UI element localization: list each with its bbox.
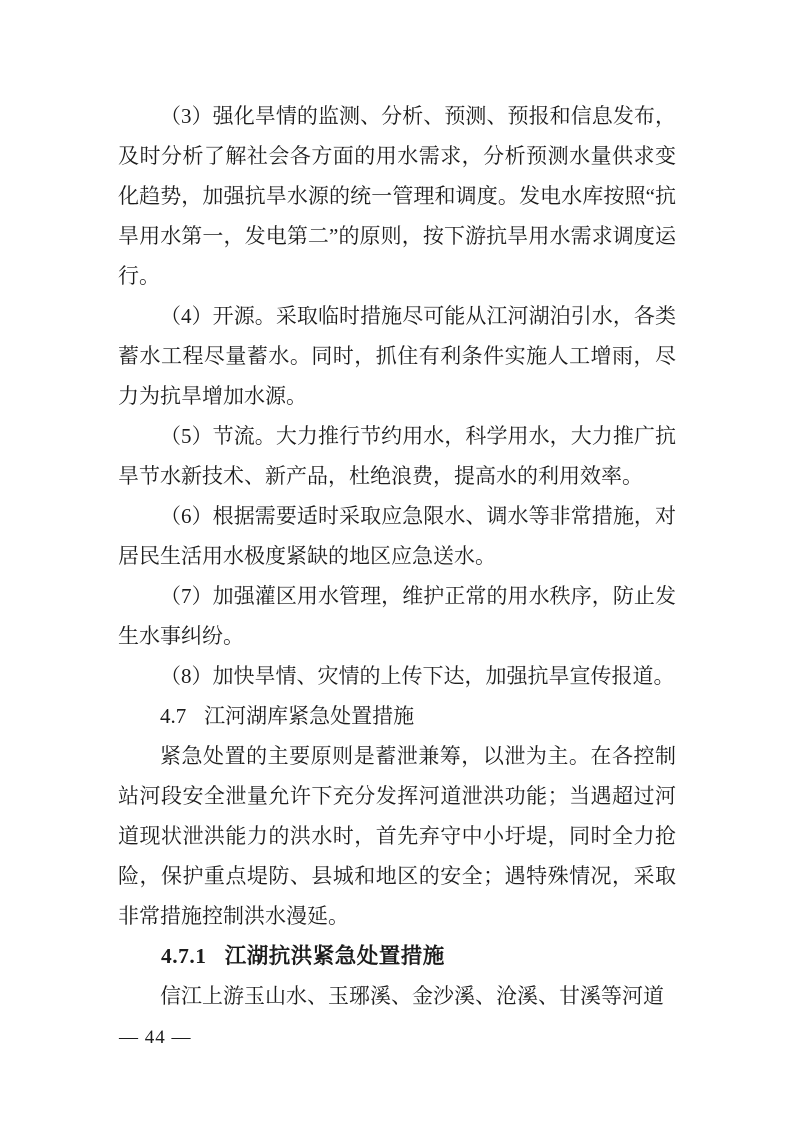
page-content [118,96,676,1016]
section-heading-4-7-title: 江河湖库紧急处置措施 [204,704,415,728]
section-heading-4-7-number: 4.7 [160,704,187,728]
section-heading-4-7-1-number: 4.7.1 [161,944,207,968]
paragraph-item-5: （5）节流。大力推行节约用水，科学用水，大力推广抗旱节水新技术、新产品，杜绝浪费，提高水的利用效率。 [118,424,676,488]
paragraph-item-7: （7）加强灌区用水管理，维护正常的用水秩序，防止发生水事纠纷。 [118,584,676,648]
paragraph-item-4: （4）开源。采取临时措施尽可能从江河湖泊引水，各类蓄水工程尽量蓄水。同时，抓住有利条件实施人工增雨，尽力为抗旱增加水源。 [118,304,676,408]
paragraph-item-8: （8）加快旱情、灾情的上传下达，加强抗旱宣传报道。 [160,664,675,688]
section-heading-4-7-1-title: 江湖抗洪紧急处置措施 [224,944,445,968]
paragraph-item-3: （3）强化旱情的监测、分析、预测、预报和信息发布，及时分析了解社会各方面的用水需求，分析预测水量供求变化趋势，加强抗旱水源的统一管理和调度。发电水库按照“抗旱用水第一，发电第二”的原则，按下游抗旱用水需求调度运行。 [118,104,676,288]
section-heading-4-7-1 [118,936,676,976]
page-number: — 44 — [119,1027,192,1048]
paragraph-section-4-7-1-body: 信江上游玉山水、玉琊溪、金沙溪、沧溪、甘溪等河道 [160,984,664,1008]
paragraph-section-4-7-intro: 紧急处置的主要原则是蓄泄兼筹，以泄为主。在各控制站河段安全泄量允许下充分发挥河道泄洪功能；当遇超过河道现状泄洪能力的洪水时，首先弃守中小圩堤，同时全力抢险，保护重点堤防、县城和地区的安全；遇特殊情况，采取非常措施控制洪水漫延。 [118,744,676,928]
paragraph-item-6: （6）根据需要适时采取应急限水、调水等非常措施，对居民生活用水极度紧缺的地区应急送水。 [118,504,676,568]
section-heading-4-7 [118,696,676,736]
